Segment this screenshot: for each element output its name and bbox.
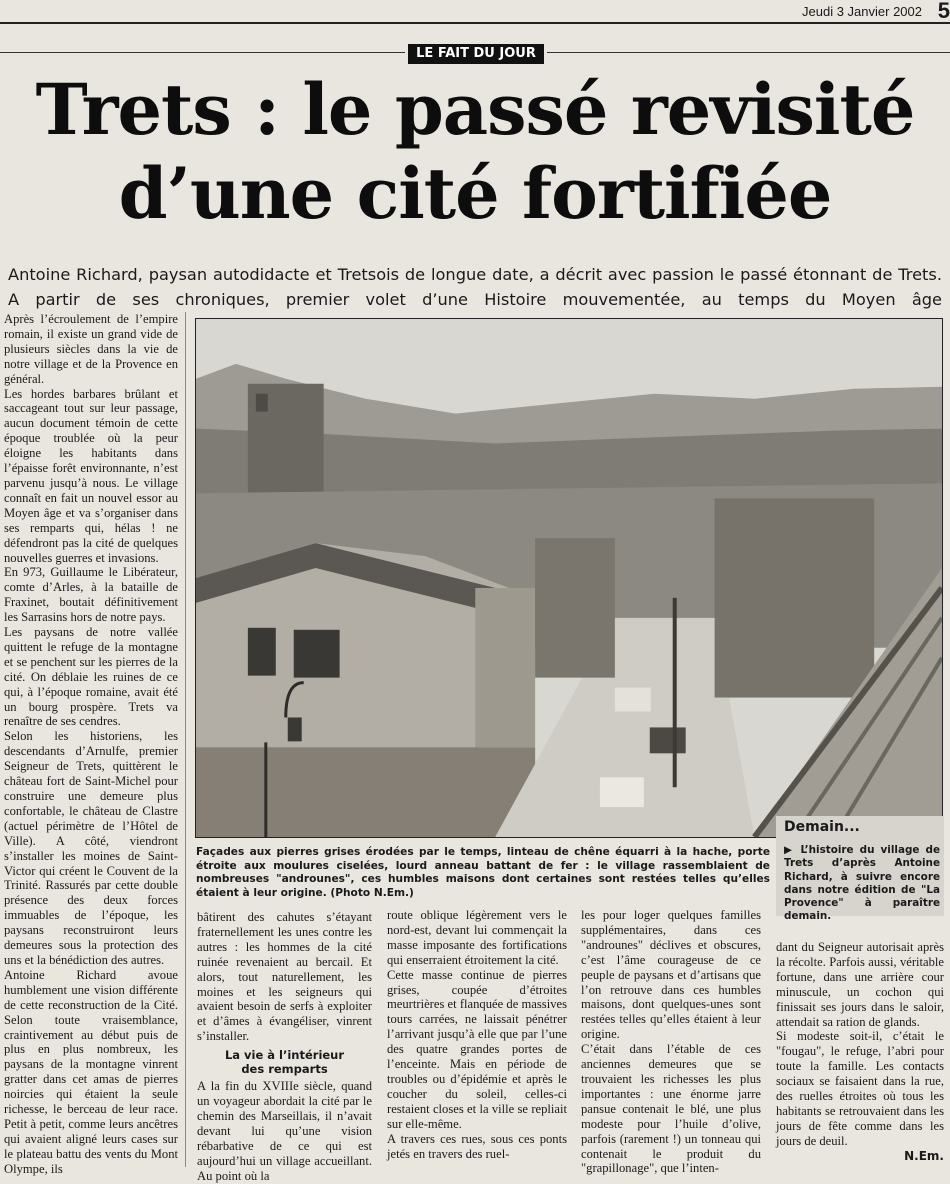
column-divider [185,312,186,1167]
paragraph: route oblique légèrement vers le nord-est, devant lui commençait la masse imposante des fortifications qui enserraient étroitement la cité. [387,908,567,967]
paragraph: Antoine Richard avoue humblement une vision différente de cette reconstruction de la Cité. Selon toute vraisemblance, craintivement au début puis de plus en plus nombreux, les paysans de la montagne vinrent gratter dans cet amas de pierres noircies qui étaient la seule richesse, le berceau de leur race. Petit à petit, comme leurs ancêtres qui avaient aligné leurs cases sur le plateau battu des vents du Mont Olympe, ils [4,967,178,1176]
paragraph: dant du Seigneur autorisait après la récolte. Parfois aussi, véritable fortune, dans une arrière cour minuscule, un cochon qui finissait ses jours dans le saloir, attendait sa ration de glands. [776,940,944,1029]
demain-box [776,816,944,923]
subheading [197,1048,372,1076]
paragraph: les pour loger quelques familles supplémentaires, dans ces "androunes" déclives et obscures, c’est l’âme courageuse de ce peuple de paysans et d’artisans que l’on retrouve dans ces humbles maisons, dont quelques-unes sont restées telles qu’elles étaient à leur origine. [581,908,761,1042]
issue-date: Jeudi 3 Janvier 2002 [802,4,922,19]
lede: Antoine Richard, paysan autodidacte et Tretsois de longue date, a décrit avec passion le passé étonnant de Trets. A partir de ses chroniques, premier volet d’une Histoire mouvementée, au temps du Moyen âge [8,265,942,309]
paragraph: En 973, Guillaume le Libérateur, comte d’Arles, à la bataille de Fraxinet, boutait définitivement les Sarrasins hors de notre pays. [4,565,178,625]
village-street-photo [195,318,943,838]
paragraph: A la fin du XVIIIe siècle, quand un voyageur abordait la cité par le chemin des Marseillais, il n’avait devant lui qu’une vision rébarbative de ce qui est aujourd’hui un village accueillant. Au point où la [197,1079,372,1183]
column-4 [581,908,761,1176]
column-3 [387,908,567,1161]
headline [0,68,950,236]
paragraph: Si modeste soit-il, c’était le "fougau", le refuge, l’abri pour toute la famille. Les contacts sociaux se faisaient dans la rue, des ruelles étroites où tous les habitants se retrouvaient dans les jours de fête comme dans les jours de deuil. [776,1029,944,1148]
paragraph: Après l’écroulement de l’empire romain, il existe un grand vide de plusieurs siècles dans la vie de notre village et de la Provence en général. [4,312,178,386]
page-number: 5 [937,0,950,23]
section-label: LE FAIT DU JOUR [408,44,544,64]
paragraph: bâtirent des cahutes s’étayant fraternellement les unes contre les autres : les hommes de la cité ruinée revenaient au bercail. Et alors, tout naturellement, les moines et les seigneurs qui avaient besoin de serfs à exploiter et d’âmes à évangéliser, vinrent s’installer. [197,910,372,1044]
paragraph: Cette masse continue de pierres grises, coupée d’étroites meurtrières et flanquée de massives tours carrées, ne laissait pénétrer l’arrivant jusqu’à elle que par l’une des quatre grandes portes de l’enceinte. Mais en période de troubles ou d’épidémie et après le coucher du soleil, celles-ci restaient closes et la ville se repliait sur elle-même. [387,967,567,1131]
column-5 [776,940,944,1164]
paragraph: Les paysans de notre vallée quittent le refuge de la montagne et se penchent sur les pierres de la cité. On déblaie les ruines de ce qui, à l’époque romaine, avait été un bourg prospère. Trets va renaître de ses cendres. [4,625,178,729]
demain-title: Demain... [784,819,860,835]
headline-line-2: d’une cité fortifiée [118,152,832,235]
author-signature: N.Em. [904,1148,944,1163]
section-rule-right [547,52,950,53]
column-left [4,312,178,1177]
photo-caption: Façades aux pierres grises érodées par le temps, linteau de chêne équarri à la hache, porte étroite aux moulures ciselées, lourd anneau battant de fer : le village rassemblaient de nombreuses "androunes", ces humbles maisons dont certaines sont restées telles qu’elles étaient à leur origine. (Photo N.Em.) [196,846,770,899]
subheading-line-1: La vie à l’intérieur [224,1048,345,1063]
masthead-rule [0,22,950,24]
photo-illustration [196,319,942,837]
paragraph: C’était dans l’étable de ces anciennes demeures que se trouvaient les richesses les plus importantes : une énorme jarre pansue contenait le blé, une plus modeste pour l’huile d’olive, parfois (rarement !) un tonneau qui contenait le produit du "grapillonage", que l’inten- [581,1042,761,1176]
headline-line-1: Trets : le passé revisité [35,68,915,151]
paragraph: Selon les historiens, les descendants d’Arnulfe, premier Seigneur de Trets, quittèrent le château fort de Saint-Michel pour construire une demeure plus confortable, le château de Clastre (actuel périmètre de l’Hôtel de Ville). A côté, viendront s’installer les moines de Saint-Victor qui créent le Couvent de la Trinité. Rassurés par cette double présence des deux forces immuables de l’époque, les paysans reconstruiront leurs demeures sous la protection des uns et la bénédiction des autres. [4,729,178,967]
column-2 [197,910,372,1184]
demain-text: ▶ L’histoire du village de Trets d’après Antoine Richard, à suivre encore dans notre édition de "La Provence" à paraître demain. [784,844,940,923]
subheading-line-2: des remparts [241,1062,328,1077]
section-rule-left [0,52,405,53]
paragraph: Les hordes barbares brûlant et saccageant tout sur leur passage, aucun document témoin de cette époque troublée où la peur éloigne les habitants dans l’épaisse forêt environnante, n’est parvenu jusqu’à nous. Le village connaît en fait un nouvel essor au Moyen âge et va s’organiser dans ses remparts qui, hélas ! ne défendront pas la cité de quelques nouvelles guerres et invasions. [4,386,178,565]
paragraph: A travers ces rues, sous ces ponts jetés en travers des ruel- [387,1131,567,1161]
